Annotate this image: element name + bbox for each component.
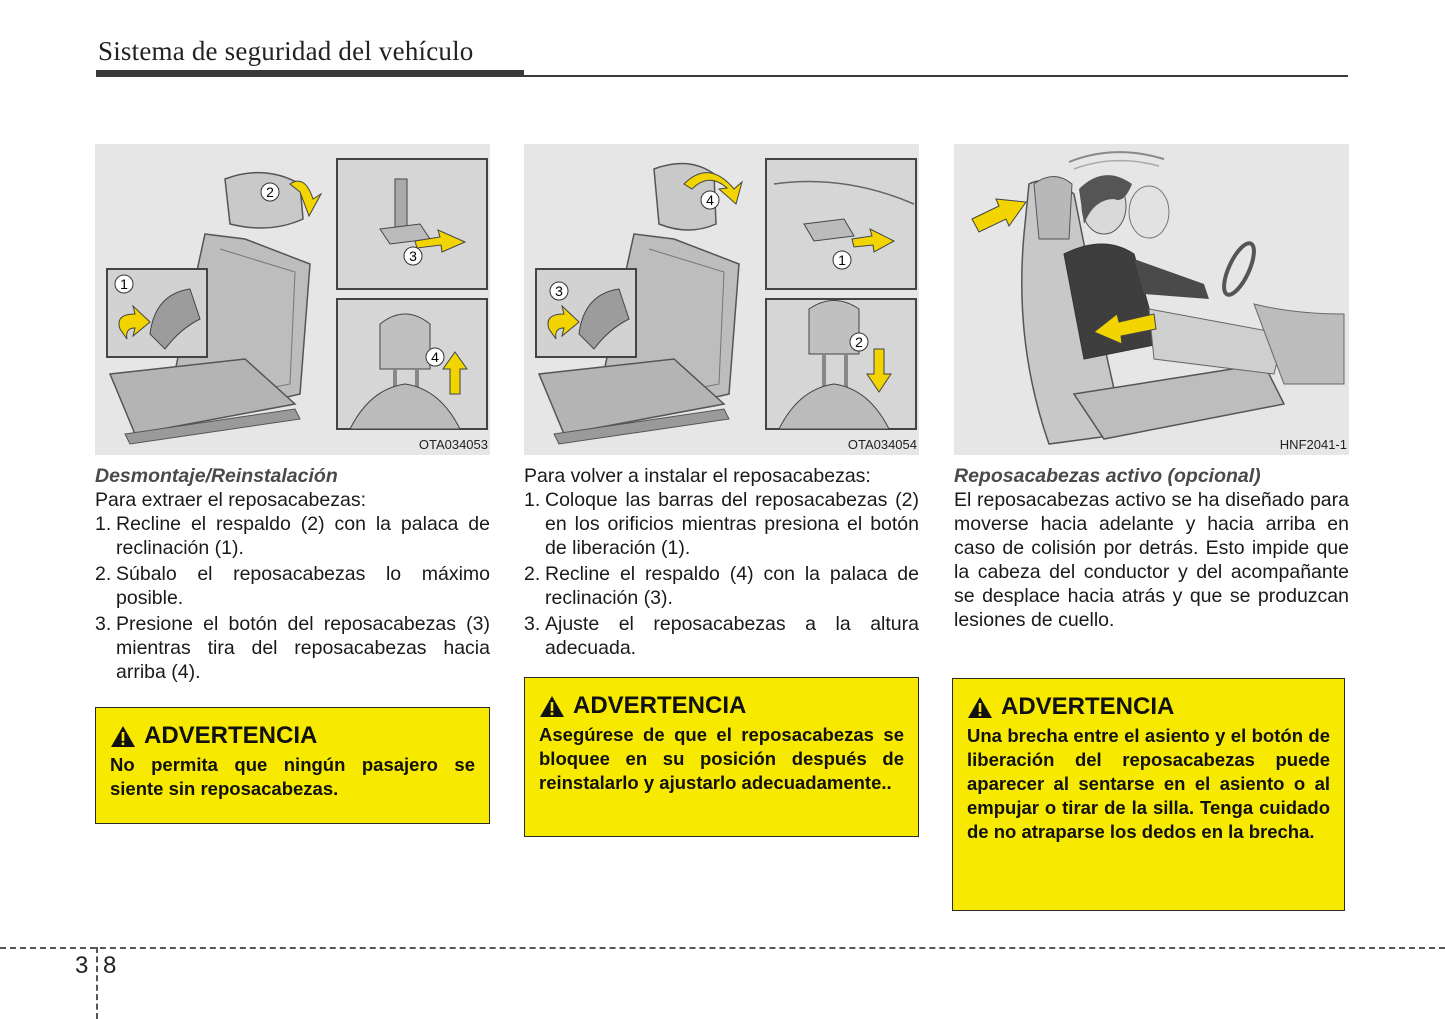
warning-header	[110, 722, 475, 750]
list-item: 2. Recline el respaldo (4) con la palaca de reclinación (3).	[524, 563, 919, 609]
callout-4: 4	[706, 192, 714, 208]
warning-triangle-icon	[539, 695, 565, 718]
body-text: El reposacabezas activo se ha diseñado para moverse hacia adelante y hacia arriba en caso de colisión por detrás. Esto impide que la cabeza del conductor y del acompañante se desplace hacia atrás y que se produzcan lesiones de cuello.	[954, 489, 1349, 631]
warning-text: Asegúrese de que el reposacabezas se bloquee en su posición después de reinstalarlo y ajustarlo adecuadamente..	[539, 724, 904, 793]
column-active-headrest	[954, 144, 1349, 632]
warning-box	[524, 677, 919, 837]
warning-title: ADVERTENCIA	[573, 692, 747, 719]
figure-code: HNF2041-1	[1279, 437, 1347, 452]
warning-text: No permita que ningún pasajero se siente sin reposacabezas.	[110, 754, 475, 799]
header-bar	[96, 70, 524, 77]
warning-header	[967, 693, 1330, 721]
figure-active-headrest	[954, 144, 1349, 455]
header-rule	[524, 75, 1348, 77]
seat-removal-illustration	[95, 144, 490, 455]
callout-1: 1	[120, 276, 128, 292]
warning-header	[539, 692, 904, 720]
list-item: 2. Súbalo el reposacabezas lo máximo posible.	[95, 563, 490, 609]
callout-3: 3	[409, 248, 417, 264]
callout-1: 1	[838, 252, 846, 268]
figure-headrest-reinstall	[524, 144, 919, 455]
figure-code: OTA034054	[847, 437, 917, 452]
column-removal	[95, 144, 490, 686]
figure-headrest-removal	[95, 144, 490, 455]
callout-2: 2	[266, 184, 274, 200]
figure-code: OTA034053	[418, 437, 488, 452]
warning-box	[952, 678, 1345, 911]
steps-list	[524, 488, 919, 660]
footer-dashed-rule	[0, 947, 1445, 949]
column-reinstall	[524, 144, 919, 662]
chapter-number: 3	[75, 952, 89, 979]
intro-text: Para volver a instalar el reposacabezas:	[524, 465, 871, 487]
warning-triangle-icon	[967, 696, 993, 719]
page-header-title: Sistema de seguridad del vehículo	[98, 36, 474, 66]
footer-vertical-rule	[96, 947, 98, 1019]
list-item: 3. Presione el botón del reposacabezas (3) mientras tira del reposacabezas hacia arriba (4).	[95, 613, 490, 683]
steps-list	[95, 512, 490, 684]
warning-title: ADVERTENCIA	[144, 722, 318, 749]
callout-3: 3	[555, 283, 563, 299]
warning-text: Una brecha entre el asiento y el botón de liberación del reposacabezas puede aparecer al sentarse en el asiento o al empujar o tirar de la silla. Tenga cuidado de no atraparse los dedos en la brecha.	[967, 725, 1330, 842]
page-number: 8	[103, 952, 117, 979]
warning-triangle-icon	[110, 725, 136, 748]
callout-4: 4	[431, 349, 439, 365]
callout-2: 2	[855, 334, 863, 350]
warning-box	[95, 707, 490, 824]
section-heading: Reposacabezas activo (opcional)	[954, 465, 1261, 487]
list-item: 1. Recline el respaldo (2) con la palaca de reclinación (1).	[95, 513, 490, 559]
list-item: 3. Ajuste el reposacabezas a la altura adecuada.	[524, 613, 919, 659]
section-heading: Desmontaje/Reinstalación	[95, 465, 338, 487]
list-item: 1. Coloque las barras del reposacabezas (2) en los orificios mientras presiona el botón de liberación (1).	[524, 489, 919, 559]
warning-title: ADVERTENCIA	[1001, 693, 1175, 720]
intro-text: Para extraer el reposacabezas:	[95, 489, 366, 511]
seat-reinstall-illustration	[524, 144, 919, 455]
active-headrest-illustration	[954, 144, 1349, 455]
